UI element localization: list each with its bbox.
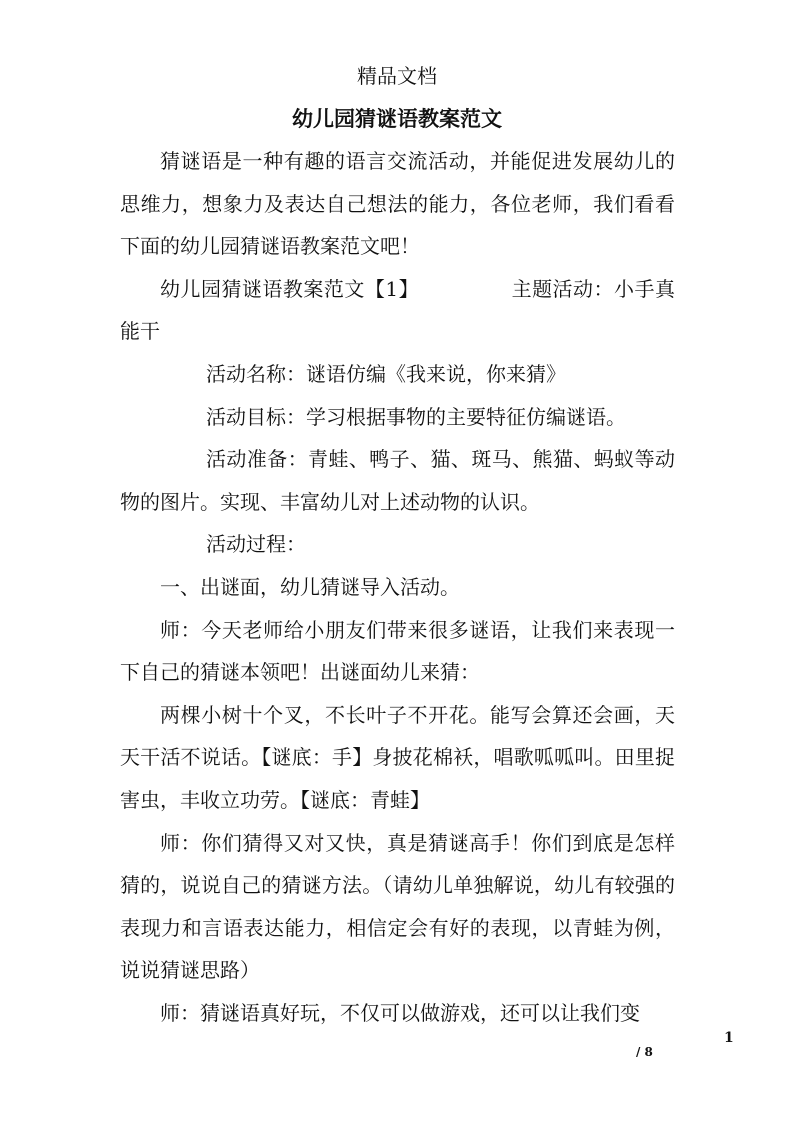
activity-goal: 活动目标：学习根据事物的主要特征仿编谜语。 (206, 404, 626, 429)
teacher-line-3: 师：猜谜语真好玩，不仅可以做游戏，还可以让我们变 (160, 1000, 640, 1025)
page-total: / 8 (636, 1045, 653, 1059)
section-heading (120, 268, 675, 353)
teacher-line-2: 师：你们猜得又对又快，真是猜谜高手！你们到底是怎样猜的，说说自己的猜谜方法。（请幼儿单独解说，幼儿有较强的表现力和言语表达能力，相信定会有好的表现，以青蛙为例，说说猜谜思路） (120, 830, 675, 983)
activity-prep: 活动准备：青蛙、鸭子、猫、斑马、熊猫、蚂蚁等动物的图片。实现、丰富幼儿对上述动物的认识。 (120, 447, 675, 514)
riddles-paragraph: 两棵小树十个叉，不长叶子不开花。能写会算还会画，天天干活不说话。【谜底：手】身披花棉袄，唱歌呱呱叫。田里捉害虫，丰收立功劳。【谜底：青蛙】 (120, 702, 675, 812)
document-title: 幼儿园猜谜语教案范文 (292, 106, 502, 131)
document-body (120, 140, 675, 1034)
page-header: 精品文档 (357, 64, 437, 88)
activity-process: 活动过程： (206, 532, 306, 557)
intro-paragraph: 猜谜语是一种有趣的语言交流活动，并能促进发展幼儿的思维力，想象力及表达自己想法的能力，各位老师，我们看看下面的幼儿园猜谜语教案范文吧！ (120, 149, 675, 259)
section-theme: 主题活动：小手真能干 (120, 276, 676, 344)
teacher-line-1: 师：今天老师给小朋友们带来很多谜语，让我们来表现一下自己的猜谜本领吧！出谜面幼儿来猜： (120, 617, 675, 685)
activity-name: 活动名称：谜语仿编《我来说，你来猜》 (206, 361, 566, 386)
page-number: 1 (724, 1030, 734, 1046)
section-heading-title: 幼儿园猜谜语教案范文【1】 (160, 276, 420, 301)
step-one: 一、出谜面，幼儿猜谜导入活动。 (160, 574, 460, 599)
